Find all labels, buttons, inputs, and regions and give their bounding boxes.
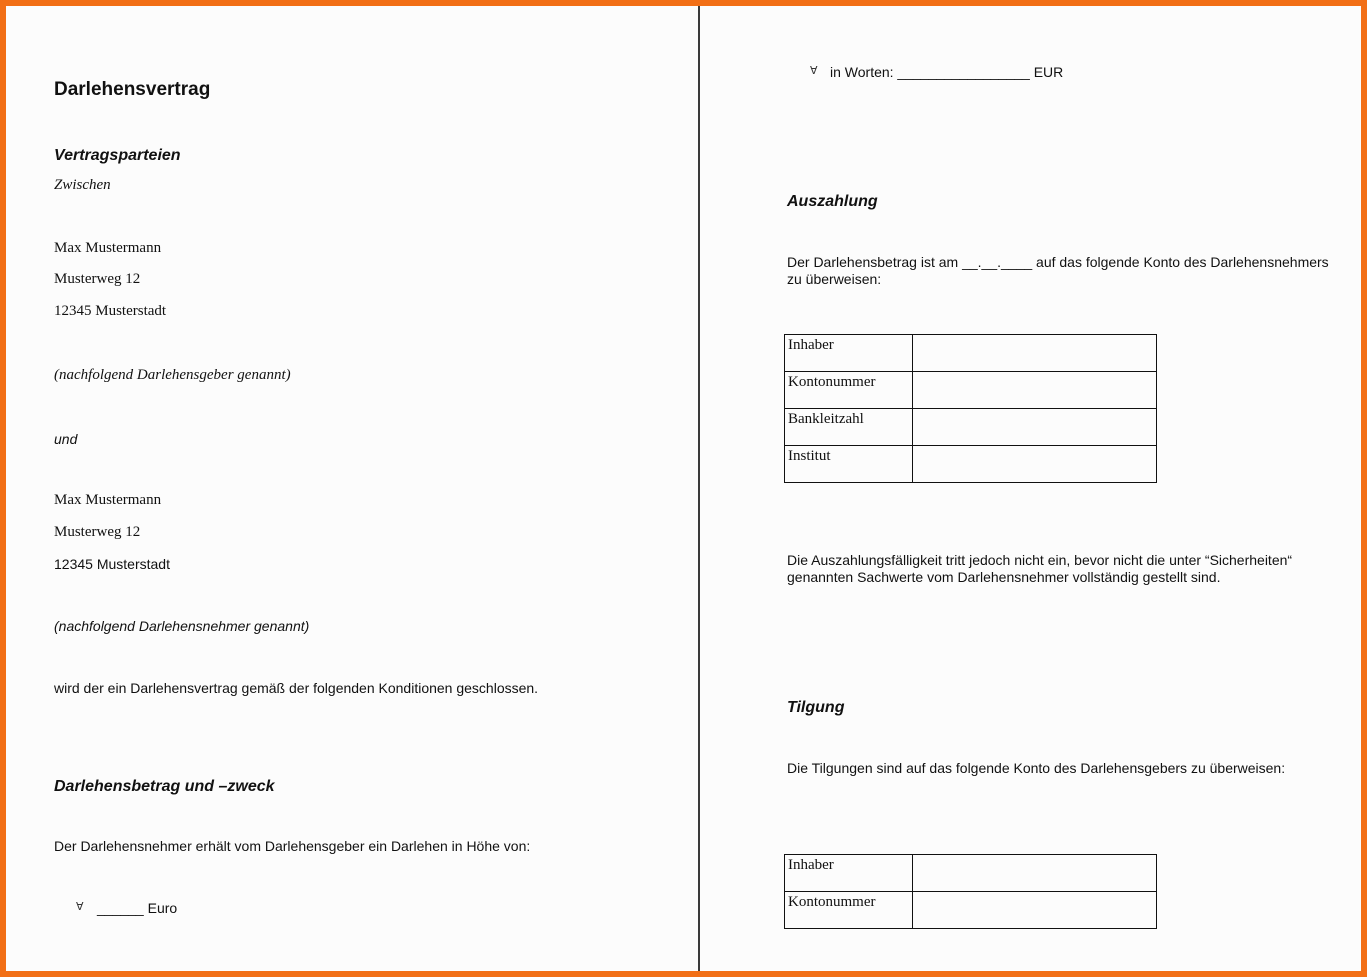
payout-note: Die Auszahlungsfälligkeit tritt jedoch nicht ein, bevor nicht die unter “Sicherheiten“ genannten Sachwerte vom Darlehensnehmer vollständig gestellt sind. <box>787 552 1293 585</box>
borrower-role: (nachfolgend Darlehensnehmer genannt) <box>54 618 310 634</box>
arrow-bullet-icon: Ɐ <box>810 65 818 77</box>
table-label: Kontonummer <box>785 372 913 409</box>
table-row <box>785 855 1157 892</box>
table-row <box>785 409 1157 446</box>
lender-name: Max Mustermann <box>54 240 162 256</box>
repayment-account-table <box>784 854 1157 929</box>
borrower-city: 12345 Musterstadt <box>54 556 170 572</box>
account-number-field[interactable] <box>913 892 1157 929</box>
borrower-name: Max Mustermann <box>54 492 162 508</box>
table-row <box>785 892 1157 929</box>
document-frame <box>6 6 1361 971</box>
borrower-street: Musterweg 12 <box>54 524 141 540</box>
institution-field[interactable] <box>913 446 1157 483</box>
account-holder-field[interactable] <box>913 335 1157 372</box>
lender-street: Musterweg 12 <box>54 271 141 287</box>
payout-heading: Auszahlung <box>787 193 878 210</box>
arrow-bullet-icon: Ɐ <box>76 901 84 913</box>
contract-closing-text: wird der ein Darlehensvertrag gemäß der folgenden Konditionen geschlossen. <box>54 680 539 696</box>
repayment-heading: Tilgung <box>787 699 845 716</box>
table-row <box>785 446 1157 483</box>
bank-code-field[interactable] <box>913 409 1157 446</box>
and-text: und <box>54 431 78 447</box>
payout-text: Der Darlehensbetrag ist am __.__.____ auf das folgende Konto des Darlehensnehmers zu überweisen: <box>787 254 1329 287</box>
payout-account-table <box>784 334 1157 483</box>
table-row <box>785 335 1157 372</box>
table-label: Inhaber <box>785 855 913 892</box>
between-text: Zwischen <box>54 177 111 193</box>
amount-text: Der Darlehensnehmer erhält vom Darlehensgeber ein Darlehen in Höhe von: <box>54 838 531 854</box>
table-label: Inhaber <box>785 335 913 372</box>
right-page <box>700 6 1361 971</box>
left-page <box>6 6 698 971</box>
document-title: Darlehensvertrag <box>54 79 211 100</box>
table-label: Bankleitzahl <box>785 409 913 446</box>
repayment-text: Die Tilgungen sind auf das folgende Konto des Darlehensgebers zu überweisen: <box>787 760 1286 776</box>
table-label: Kontonummer <box>785 892 913 929</box>
account-number-field[interactable] <box>913 372 1157 409</box>
lender-role: (nachfolgend Darlehensgeber genannt) <box>54 367 291 383</box>
table-row <box>785 372 1157 409</box>
parties-heading: Vertragsparteien <box>54 147 181 164</box>
amount-in-words: in Worten: _________________ EUR <box>830 64 1064 80</box>
account-holder-field[interactable] <box>913 855 1157 892</box>
amount-bullet-text: ______ Euro <box>97 900 178 916</box>
lender-city: 12345 Musterstadt <box>54 303 167 319</box>
table-label: Institut <box>785 446 913 483</box>
amount-heading: Darlehensbetrag und –zweck <box>54 778 275 795</box>
